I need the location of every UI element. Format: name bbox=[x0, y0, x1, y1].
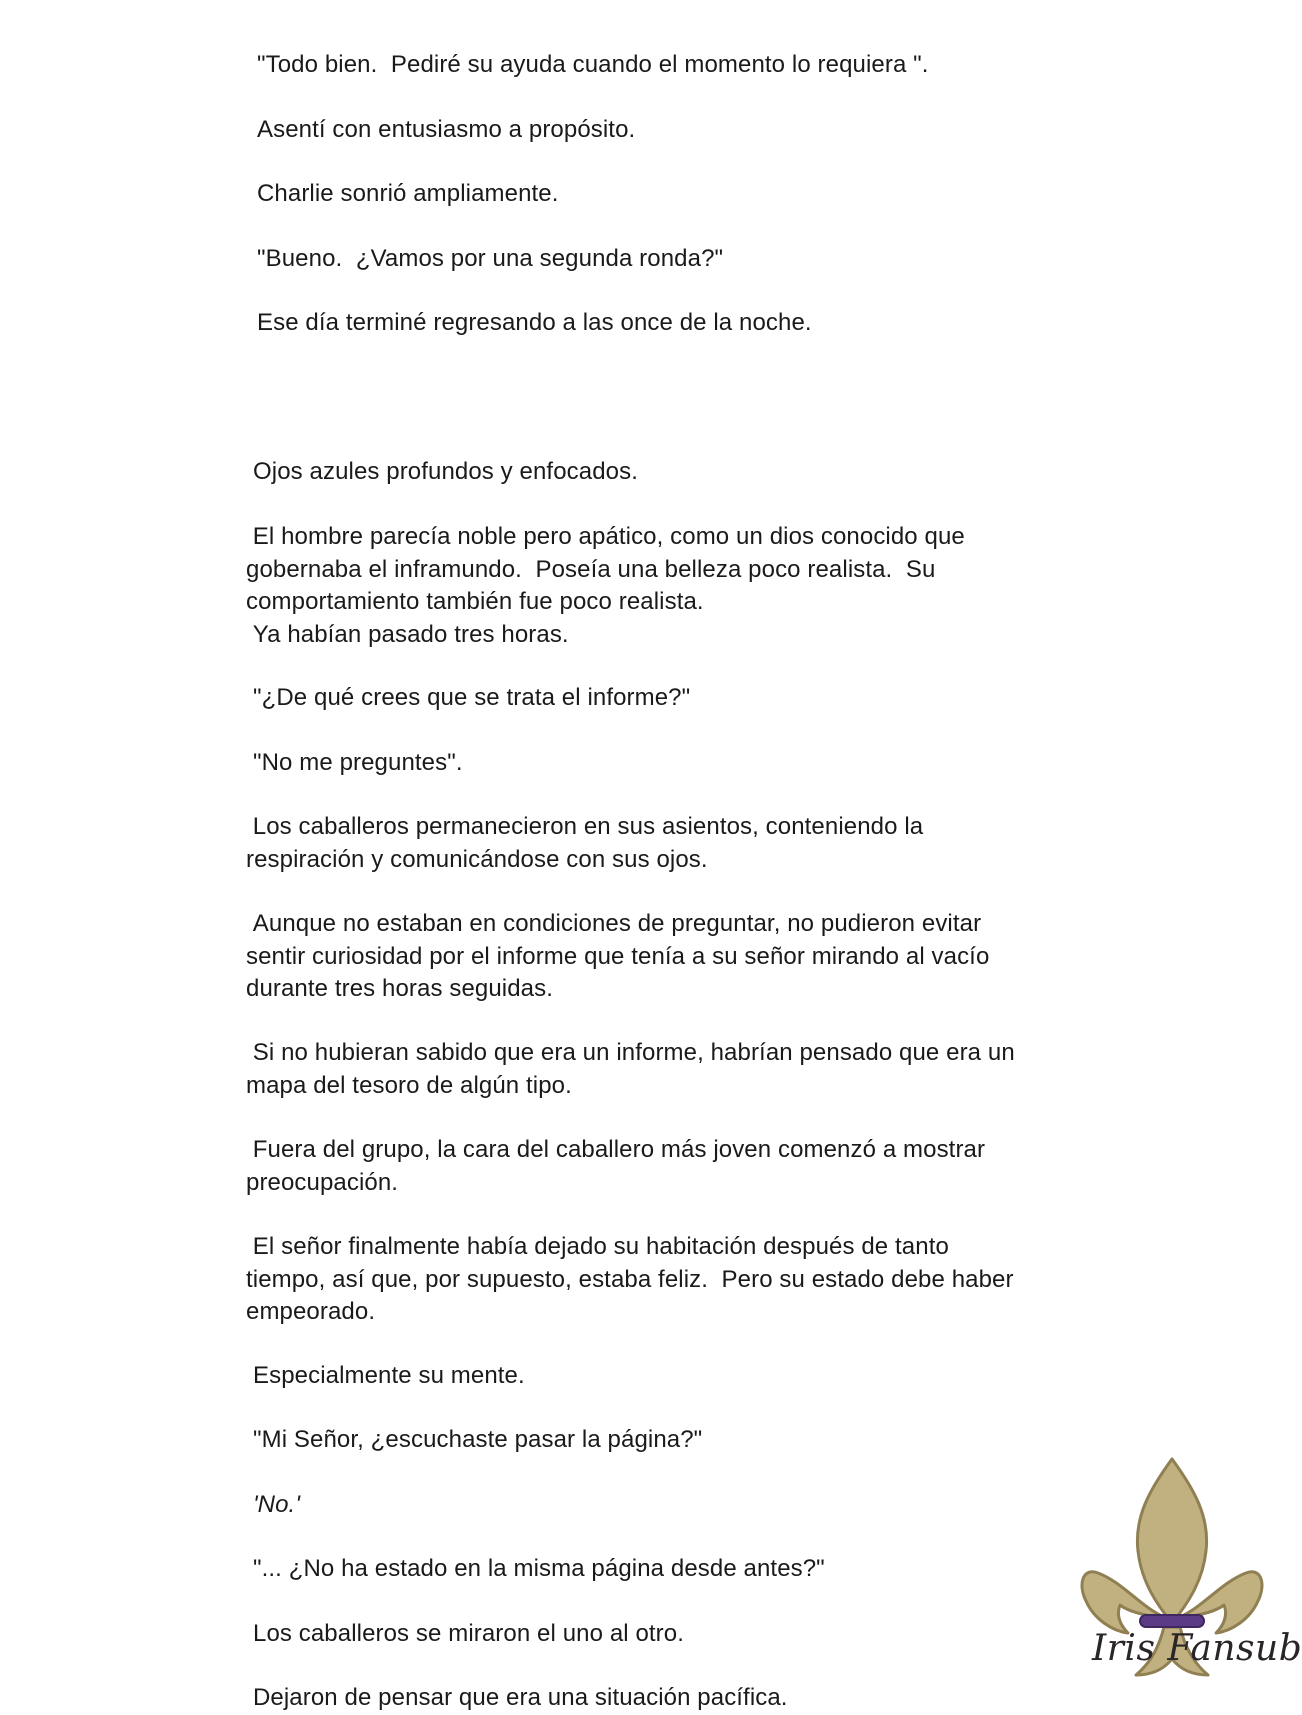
paragraph: Especialmente su mente. bbox=[253, 1362, 525, 1389]
paragraph: "¿De qué crees que se trata el informe?" bbox=[253, 684, 691, 711]
paragraph: 'No.' bbox=[253, 1491, 301, 1518]
paragraph: Charlie sonrió ampliamente. bbox=[257, 180, 559, 207]
paragraph: "... ¿No ha estado en la misma página desde antes?" bbox=[253, 1555, 825, 1582]
paragraph: Aunque no estaban en condiciones de preguntar, no pudieron evitar sentir curiosidad por el informe que tenía a su señor mirando al vacío durante tres horas seguidas. bbox=[246, 910, 990, 1002]
paragraph: Ojos azules profundos y enfocados. bbox=[253, 458, 638, 485]
paragraph: Asentí con entusiasmo a propósito. bbox=[257, 116, 636, 143]
paragraph: Ese día terminé regresando a las once de la noche. bbox=[257, 309, 812, 336]
paragraph: El hombre parecía noble pero apático, como un dios conocido que gobernaba el inframundo. Poseía una belleza poco realista. Su comportamiento también fue poco realista. Ya habían pasado tres horas. bbox=[246, 523, 965, 648]
watermark-text: Iris Fansub bbox=[1092, 1628, 1302, 1669]
paragraph: "No me preguntes". bbox=[253, 749, 463, 776]
paragraph: Si no hubieran sabido que era un informe, habrían pensado que era un mapa del tesoro de algún tipo. bbox=[246, 1039, 1015, 1099]
paragraph: El señor finalmente había dejado su habitación después de tanto tiempo, así que, por supuesto, estaba feliz. Pero su estado debe haber empeorado. bbox=[246, 1233, 1014, 1325]
paragraph: Los caballeros permanecieron en sus asientos, conteniendo la respiración y comunicándose con sus ojos. bbox=[246, 813, 924, 873]
paragraph: Dejaron de pensar que era una situación pacífica. bbox=[253, 1684, 788, 1711]
paragraph: Fuera del grupo, la cara del caballero más joven comenzó a mostrar preocupación. bbox=[246, 1136, 986, 1196]
paragraph: "Bueno. ¿Vamos por una segunda ronda?" bbox=[257, 245, 724, 272]
paragraph: Los caballeros se miraron el uno al otro. bbox=[253, 1620, 684, 1647]
paragraph: "Todo bien. Pediré su ayuda cuando el momento lo requiera ". bbox=[257, 51, 929, 78]
paragraph: "Mi Señor, ¿escuchaste pasar la página?" bbox=[253, 1426, 703, 1453]
